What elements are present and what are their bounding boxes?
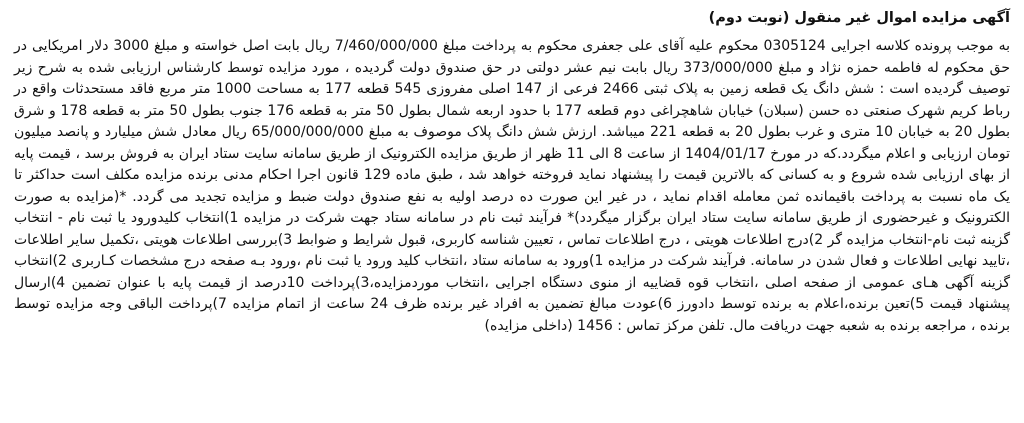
notice-body: به موجب پرونده کلاسه اجرایی 0305124 محکوم علیه آقای علی جعفری محکوم به پرداخت مبلغ 7/460/000/000 ریال بابت اصل خواسته و مبلغ 3000 دلار امریکایی در حق محکوم له فاطمه حمزه نژاد و مبلغ 373/000/000 ریال بابت نیم عشر دولتی در حق صندوق دولت گردیده ، مورد مزایده توسط کارشناس ارزیابی شده به شرح زیر توصیف گردیده است : شش دانگ یک قطعه زمین به پلاک ثبتی 2466 فرعی از 147 اصلی مفروزی 545 قطعه 177 به مساحت 1000 متر مربع فاقد مستحدثات واقع در رباط کریم شهرک صنعتی ده حسن (سبلان) خیابان شاهچراغی دوم قطعه 177 با حدود اربعه شمال بطول 50 متر به قطعه 176 جنوب بطول 50 متر به قطعه 178 و شرق بطول 20 به خیابان 10 متری و غرب بطول 20 به قطعه 221 میباشد. ارزش شش دانگ پلاک موصوف به مبلغ 65/000/000/000 ریال معادل شش میلیارد و پانصد میلیون تومان ارزیابی و اعلام میگردد.که در مورخ 1404/01/17 از ساعت 8 الی 11 ظهر از طریق مزایده الکترونیک از طریق سامانه سایت ستاد ایران به فروش برسد ، قیمت پایه از بهای ارزیابی شده شروع و به کسانی که بالاترین قیمت را پیشنهاد نماید فروخته خواهد شد ، طبق ماده 129 قانون اجرا احکام مدنی برنده مزایده مکلف است حداکثر تا یک ماه نسبت به پرداخت باقیمانده ثمن معامله اقدام نماید ، در غیر این صورت ده درصد اولیه به نفع صندوق دولت ضبط و مزایده تجدید می گردد. *(مزایده به صورت الکترونیک و غیرحضوری از طریق سامانه سایت ستاد ایران برگزار میگردد)* فرآیند ثبت نام در سامانه ستاد جهت شرکت در مزایده 1)انتخاب کلیدورود یا ثبت نام - انتخاب گزینه ثبت نام-انتخاب مزایده گر 2)درج اطلاعات هویتی ، درج اطلاعات تماس ، تعیین شناسه کاربری، قبول شرایط و ضوابط 3)بررسی اطلاعات هویتی ،تکمیل سایر اطلاعات ،تایید نهایی اطلاعات و فعال شدن در سامانه. فرآیند شرکت در مزایده 1)ورود به سامانه ستاد ،انتخاب کلید ورود یا ثبت نام ،ورود بـه صفحه درج مشخصات کـاربری 2)انتخاب گزینه آگهی هـای عمومی از صفحه اصلی ،انتخاب قوه قضاییه از منوی دستگاه اجرایی ،انتخاب موردمزایده،3)پرداخت 10درصد از قیمت پایه با عنوان تضمین 4)ارسال پیشنهاد قیمت 5)تعین برنده،اعلام به برنده توسط دادورز 6)عودت مبالغ تضمین به افراد غیر برنده ظرف 24 ساعت از اتمام مزایده 7)پرداخت الباقی وجه مزایده توسط برنده ، مراجعه برنده به شعبه جهت دریافت مال. تلفن مرکز تماس : 1456 (داخلی مزایده) bbox=[14, 38, 1011, 334]
notice-title: آگهی مزایده اموال غیر منقول (نوبت دوم) bbox=[708, 10, 1010, 26]
